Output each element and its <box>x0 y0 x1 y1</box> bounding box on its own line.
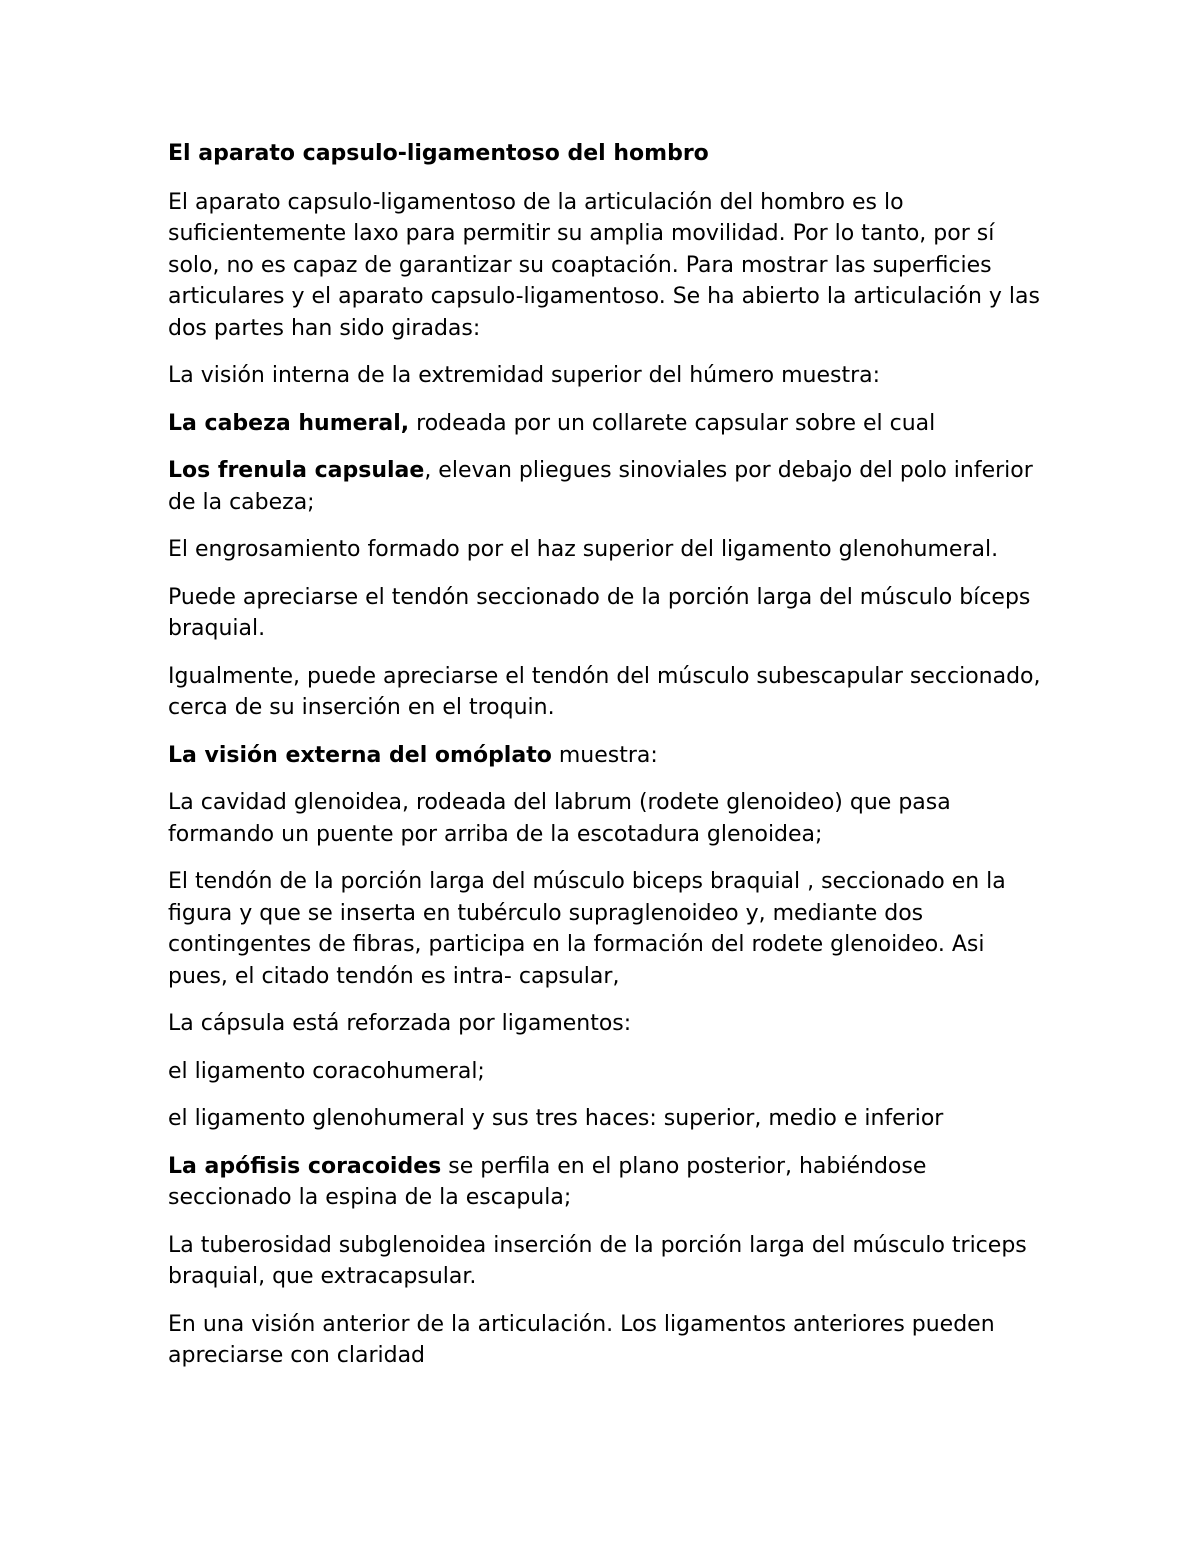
paragraph-humeral-head <box>168 408 1048 440</box>
paragraph-glenoid-cavity: La cavidad glenoidea, rodeada del labrum (rodete glenoideo) que pasa formando un puente por arriba de la escotadura glenoidea; <box>168 790 951 847</box>
bold-term-humeral-head: La cabeza humeral, <box>168 410 410 436</box>
paragraph-internal-view: La visión interna de la extremidad superior del húmero muestra: <box>168 363 881 388</box>
paragraph-text: muestra: <box>551 742 658 768</box>
paragraph-long-head-tendon: El tendón de la porción larga del músculo biceps braquial , seccionado en la figura y que se inserta en tubérculo supraglenoideo y, mediante dos contingentes de fibras, participa en la formación del rodete glenoideo. Asi pues, el citado tendón es intra- capsular, <box>168 869 1006 989</box>
paragraph-subscapular: Igualmente, puede apreciarse el tendón del músculo subescapular seccionado, cerca de su inserción en el troquin. <box>168 663 1041 720</box>
paragraph-text: , elevan pliegues sinoviales por debajo del polo inferior de la cabeza; <box>168 458 1033 515</box>
paragraph-anterior-view: En una visión anterior de la articulación. Los ligamentos anteriores pueden apreciarse con claridad <box>168 1311 995 1368</box>
document-title: El aparato capsulo-ligamentoso del hombro <box>168 141 709 166</box>
paragraph-coracoid <box>168 1151 1048 1214</box>
paragraph-external-view <box>168 740 1048 772</box>
paragraph-text: se perfila en el plano posterior, habiéndose seccionado la espina de la escapula; <box>168 1153 927 1210</box>
bold-term-external-view: La visión externa del omóplato <box>168 742 552 768</box>
paragraph-subglenoid: La tuberosidad subglenoidea inserción de la porción larga del músculo triceps braquial, que extracapsular. <box>168 1232 1027 1289</box>
paragraph-thickening: El engrosamiento formado por el haz superior del ligamento glenohumeral. <box>168 537 999 562</box>
paragraph-glenohumeral: el ligamento glenohumeral y sus tres haces: superior, medio e inferior <box>168 1106 944 1131</box>
document-body <box>168 138 1048 1388</box>
paragraph-coracohumeral: el ligamento coracohumeral; <box>168 1058 485 1084</box>
paragraph-biceps-tendon: Puede apreciarse el tendón seccionado de la porción larga del músculo bíceps braquial. <box>168 584 1031 641</box>
paragraph-capsule: La cápsula está reforzada por ligamentos: <box>168 1011 632 1036</box>
bold-term-coracoid: La apófisis coracoides <box>168 1153 442 1179</box>
paragraph-intro: El aparato capsulo-ligamentoso de la articulación del hombro es lo suficientemente laxo para permitir su amplia movilidad. Por lo tanto, por sí solo, no es capaz de garantizar su coaptación. Para mostrar las superficies articulares y el aparato capsulo-ligamentoso. Se ha abierto la articulación y las dos partes han sido giradas: <box>168 189 1040 341</box>
paragraph-text: rodeada por un collarete capsular sobre el cual <box>409 410 936 436</box>
bold-term-frenula: Los frenula capsulae <box>168 458 425 483</box>
paragraph-frenula <box>168 455 1048 518</box>
